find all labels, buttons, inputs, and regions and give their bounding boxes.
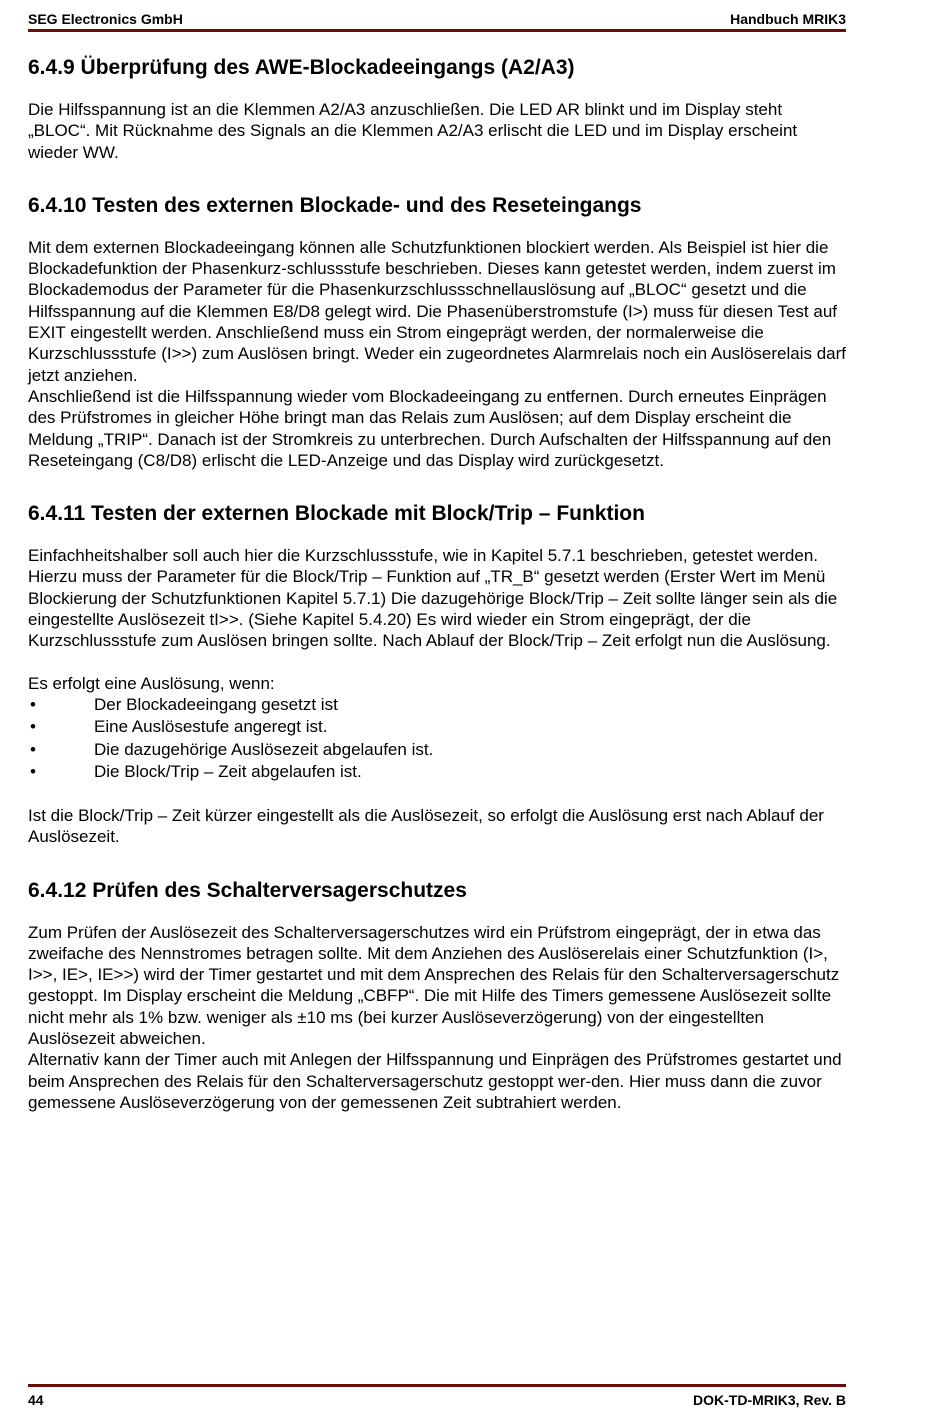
paragraph: Mit dem externen Blockadeeingang können alle Schutzfunktionen blockiert werden. Als Beispiel ist hier die Blockadefunktion der Phasenkurz-schlussstufe beschrieben. Dieses kann getestet werden, indem zuerst im Blockademodus der Parameter für die Phasenkurzschlussschnellauslösung auf „BLOC“ gesetzt und die Hilfsspannung auf die Klemmen E8/D8 gelegt wird. Die Phasenüberstromstufe (I>) muss für diesen Test auf EXIT eingestellt werden. Anschließend muss ein Strom eingeprägt werden, der normalerweise die Kurzschlussstufe (I>>) zum Auslösen bringt. Weder ein zugeordnetes Alarmrelais noch ein Auslöserelais darf jetzt anziehen. (28, 237, 846, 385)
paragraph: Hierzu muss der Parameter für die Block/Trip – Funktion auf „TR_B“ gesetzt werden (Erster Wert im Menü Blockierung der Schutzfunktionen Kapitel 5.7.1) Die dazugehörige Block/Trip – Zeit sollte länger sein als die eingestellte Auslösezeit tI>>. (Siehe Kapitel 5.4.20) Es wird wieder ein Strom eingeprägt, der die Kurzschlussstufe zum Auslösen bringen sollte. Nach Ablauf der Block/Trip – Zeit erfolgt nun die Auslösung. (28, 567, 838, 651)
header-company: SEG Electronics GmbH (28, 11, 183, 27)
header-manual: Handbuch MRIK3 (730, 11, 846, 27)
paragraph: Zum Prüfen der Auslösezeit des Schalterversagerschutzes wird ein Prüfstrom eingeprägt, der in etwa das zweifache des Nennstromes betragen sollte. Mit dem Anziehen des Auslöserelais einer Schutzfunktion (I>, I>>, IE>, IE>>) wird der Timer gestartet und mit dem Ansprechen des Relais für den Schalterversagerschutz gestoppt. Im Display erscheint die Meldung „CBFP“. Die mit Hilfe des Timers gemessene Auslösezeit sollte nicht mehr als 1% bzw. weniger als ±10 ms (bei kurzer Auslöseverzögerung) von der eingestellten Auslösezeit abweichen. (28, 922, 840, 1049)
section-title: 6.4.10 Testen des externen Blockade- und des Reseteingangs (28, 193, 642, 217)
paragraph: Es erfolgt eine Auslösung, wenn: (28, 673, 275, 693)
document-id: DOK-TD-MRIK3, Rev. B (693, 1392, 846, 1408)
list-item: • Die dazugehörige Auslösezeit abgelaufen ist. (28, 739, 848, 762)
page-header (28, 6, 846, 32)
page-footer (28, 1384, 846, 1408)
list-item: • Eine Auslösestufe angeregt ist. (28, 716, 848, 739)
section-title: 6.4.11 Testen der externen Blockade mit Block/Trip – Funktion (28, 502, 645, 526)
page-content (28, 55, 848, 1113)
paragraph: Ist die Block/Trip – Zeit kürzer eingestellt als die Auslösezeit, so erfolgt die Auslösung erst nach Ablauf der Auslösezeit. (28, 805, 824, 847)
section-title: 6.4.9 Überprüfung des AWE-Blockadeeingangs (A2/A3) (28, 56, 575, 79)
bullet-list (28, 694, 848, 784)
paragraph: Anschließend ist die Hilfsspannung wieder vom Blockadeeingang zu entfernen. Durch erneutes Einprägen des Prüfstromes in gleicher Höhe bringt man das Relais zum Auslösen; auf dem Display erscheint die Meldung „TRIP“. Danach ist der Stromkreis zu unterbrechen. Durch Aufschalten der Hilfsspannung auf den Reseteingang (C8/D8) erlischt die LED-Anzeige und das Display wird zurückgesetzt. (28, 386, 832, 470)
page-number: 44 (28, 1392, 44, 1408)
list-item: • Der Blockadeeingang gesetzt ist (28, 694, 848, 717)
section-title: 6.4.12 Prüfen des Schalterversagerschutzes (28, 878, 467, 902)
paragraph: Alternativ kann der Timer auch mit Anlegen der Hilfsspannung und Einprägen des Prüfstromes gestartet und beim Ansprechen des Relais für den Schalterversagerschutz gestoppt wer-den. Hier muss dann die zuvor gemessene Auslöseverzögerung von der gemessenen Zeit subtrahiert werden. (28, 1050, 842, 1112)
paragraph: Einfachheitshalber soll auch hier die Kurzschlussstufe, wie in Kapitel 5.7.1 beschrieben, getestet werden. (28, 546, 819, 566)
list-item: • Die Block/Trip – Zeit abgelaufen ist. (28, 761, 848, 784)
paragraph: Die Hilfsspannung ist an die Klemmen A2/A3 anzuschließen. Die LED AR blinkt und im Display steht „BLOC“. Mit Rücknahme des Signals an die Klemmen A2/A3 erlischt die LED und im Display erscheint wieder WW. (28, 100, 798, 162)
